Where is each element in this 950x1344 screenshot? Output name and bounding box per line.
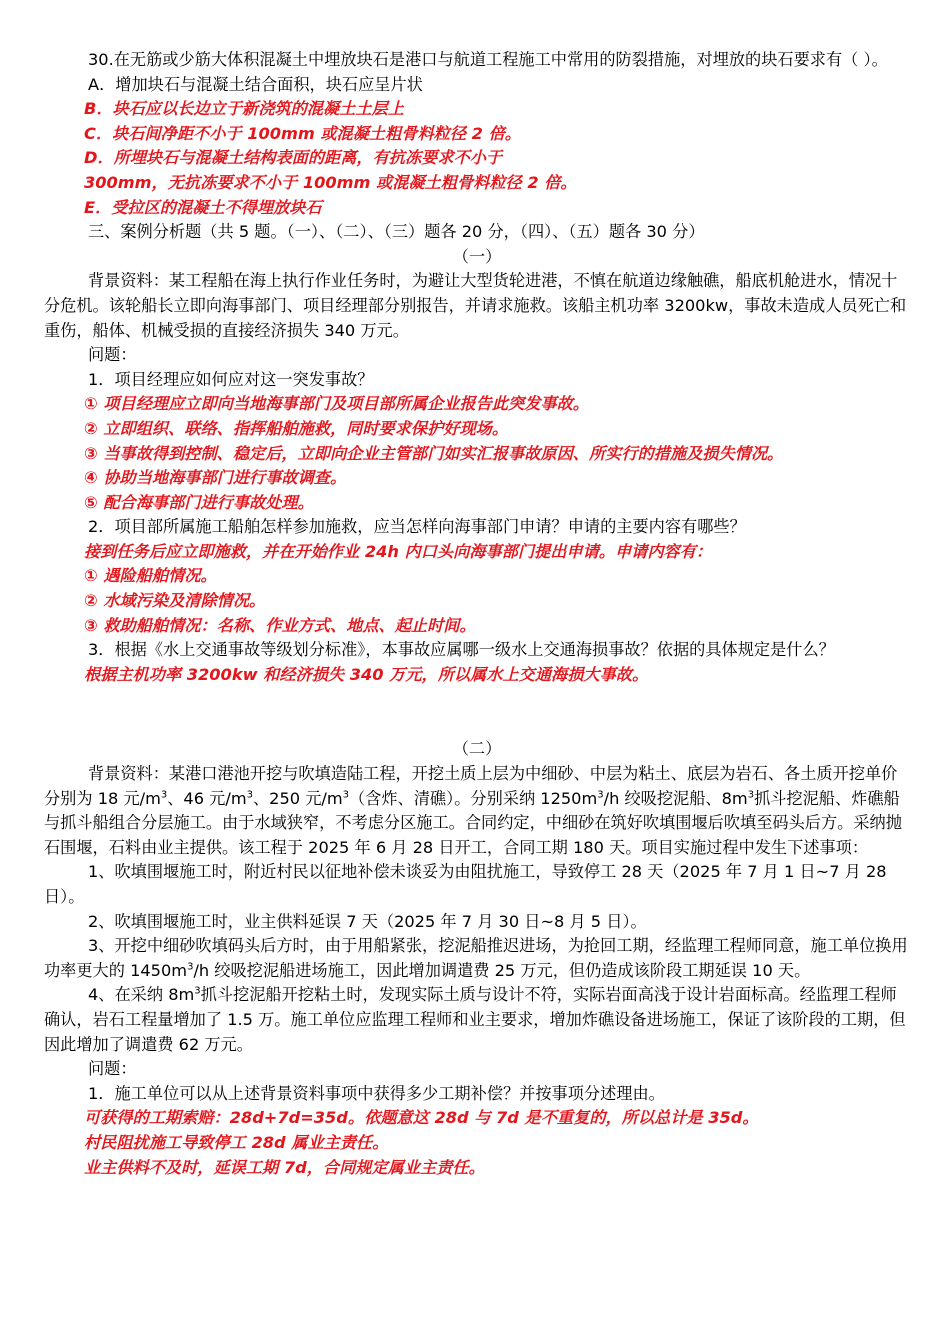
case1-question-1: 1．项目经理应如何应对这一突发事故？ xyxy=(88,369,374,389)
case1-answer-1-1: ① 项目经理应立即向当地海事部门及项目部所属企业报告此突发事故。 xyxy=(84,394,589,414)
case2-item-1: 1、吹填围堰施工时，附近村民以征地补偿未谈妥为由阻扰施工，导致停工 28 天（2025 年 7 月 1 日~7 月 28 日）。 xyxy=(44,862,887,906)
q30-stem: 30.在无筋或少筋大体积混凝土中埋放块石是港口与航道工程施工中常用的防裂措施，对埋放的块石要求有（ ）。 xyxy=(88,50,888,69)
case1-answer-2-1: 接到任务后应立即施救，并在开始作业 24h 内口头向海事部门提出申请。申请内容有： xyxy=(84,541,713,561)
case2-answer-1-2: 村民阻扰施工导致停工 28d 属业主责任。 xyxy=(84,1132,389,1152)
case2-item-2: 2、吹填围堰施工时，业主供料延误 7 天（2025 年 7 月 30 日~8 月 5 日）。 xyxy=(88,911,647,931)
q30-option-d-line1: D．所埋块石与混凝土结构表面的距离，有抗冻要求不小于 xyxy=(84,148,503,168)
case1-answer-2-4: ③ 救助船舶情况：名称、作业方式、地点、起止时间。 xyxy=(84,615,476,635)
case2-item-3 xyxy=(44,934,910,983)
case1-answer-1-5: ⑤ 配合海事部门进行事故处理。 xyxy=(84,492,314,512)
bg-text-3: 、250 元/m xyxy=(252,788,343,808)
case1-question-2: 2．项目部所属施工船舶怎样参加施救，应当怎样向海事部门申请？申请的主要内容有哪些？ xyxy=(88,517,746,537)
item3-text-a: 3、开挖中细砂吹填码头后方时，由于用船紧张，挖泥船推迟进场，为抢回工期，经监理工程师同意，施工单位换用功率更大的 1450m xyxy=(44,936,908,980)
case2-heading: （二） xyxy=(452,739,502,759)
case1-background: 背景资料：某工程船在海上执行作业任务时，为避让大型货轮进港，不慎在航道边缘触礁，船底机舱进水，情况十分危机。该轮船长立即向海事部门、项目经理部分别报告，并请求施救。该船主机功率 3200kw，事故未造成人员死亡和重伤，船体、机械受损的直接经济损失 340 万元。 xyxy=(44,271,907,340)
case2-item-4 xyxy=(44,983,910,1057)
q30-option-c: C．块石间净距不小于 100mm 或混凝土粗骨料粒径 2 倍。 xyxy=(84,123,521,143)
item4-text-a: 4、在采纳 8m xyxy=(88,985,195,1005)
superscript-3: 3 xyxy=(747,789,755,801)
superscript-3: 3 xyxy=(194,985,201,997)
case1-answer-1-3: ③ 当事故得到控制、稳定后，立即向企业主管部门如实汇报事故原因、所实行的措施及损失情况。 xyxy=(84,443,784,463)
case1-answer-2-2: ① 遇险船舶情况。 xyxy=(84,566,217,586)
q30-option-e: E．受拉区的混凝土不得埋放块石 xyxy=(84,197,322,217)
bg-text-4: （含炸、清礁）。分别采纳 1250m xyxy=(348,788,598,808)
item3-text-b: /h 绞吸挖泥船进场施工，因此增加调遣费 25 万元，但仍造成该阶段工期延误 10 天。 xyxy=(193,960,811,980)
superscript-3: 3 xyxy=(597,789,604,801)
q30-option-b: B．块石应以长边立于新浇筑的混凝土土层上 xyxy=(84,99,404,119)
section3-title: 三、案例分析题（共 5 题。（一）、（二）、（三）题各 20 分，（四）、（五）题各 30 分） xyxy=(88,222,705,242)
case2-answer-1-1: 可获得的工期索赔：28d+7d=35d。依题意这 28d 与 7d 是不重复的，所以总计是 35d。 xyxy=(84,1108,759,1128)
case1-answer-1-2: ② 立即组织、联络、指挥船舶施救，同时要求保护好现场。 xyxy=(84,418,509,438)
case2-answer-1-3: 业主供料不及时，延误工期 7d，合同规定属业主责任。 xyxy=(84,1157,485,1177)
item4-text-b: 抓斗挖泥船开挖粘土时，发现实际土质与设计不符，实际岩面高浅于设计岩面标高。经监理工程师确认，岩石工程量增加了 1.5 万。施工单位应监理工程师和业主要求，增加炸礁设备进场施工，保证了该阶段的工期，但因此增加了调遣费 62 万元。 xyxy=(44,985,906,1054)
case1-answer-1-4: ④ 协助当地海事部门进行事故调查。 xyxy=(84,468,347,488)
case2-question-1: 1．施工单位可以从上述背景资料事项中获得多少工期补偿？并按事项分述理由。 xyxy=(88,1083,665,1103)
case1-question-3: 3．根据《水上交通事故等级划分标准》，本事故应属哪一级水上交通海损事故？依据的具体规定是什么？ xyxy=(88,640,835,660)
case1-questions-label: 问题： xyxy=(88,345,137,365)
superscript-3: 3 xyxy=(187,961,194,973)
case1-answer-3: 根据主机功率 3200kw 和经济损失 340 万元，所以属水上交通海损大事故。 xyxy=(84,664,649,684)
bg-text-5: /h 绞吸挖泥船、8m xyxy=(603,788,748,808)
case1-answer-2-3: ② 水域污染及清除情况。 xyxy=(84,591,266,611)
case1-heading: （一） xyxy=(452,246,502,266)
case2-background xyxy=(44,762,910,860)
bg-text-6: 抓斗挖泥船、炸礁船与抓斗船组合分层施工。由于水域狭窄，不考虑分区施工。合同约定，中细砂在筑好吹填围堰后吹填至码头后方。采纳抛石围堰，石料由业主提供。该工程于 2025 年 6 月 28 日开工，合同工期 180 天。项目实施过程中发生下述事项： xyxy=(44,788,902,857)
superscript-3: 3 xyxy=(246,789,253,801)
case2-questions-label: 问题： xyxy=(88,1059,137,1079)
q30-option-a: A．增加块石与混凝土结合面积，块石应呈片状 xyxy=(88,74,423,94)
q30-option-d-line2: 300mm，无抗冻要求不小于 100mm 或混凝土粗骨料粒径 2 倍。 xyxy=(84,172,577,192)
bg-text-1: 背景资料：某港口港池开挖与吹填造陆工程，开挖土质上层为中细砂、中层为粘土、底层为岩石、各土质开挖单价分别为 18 元/m xyxy=(44,764,898,808)
bg-text-2: 、46 元/m xyxy=(167,788,247,808)
spacer xyxy=(44,687,910,737)
superscript-3: 3 xyxy=(342,789,349,801)
superscript-3: 3 xyxy=(160,789,168,801)
